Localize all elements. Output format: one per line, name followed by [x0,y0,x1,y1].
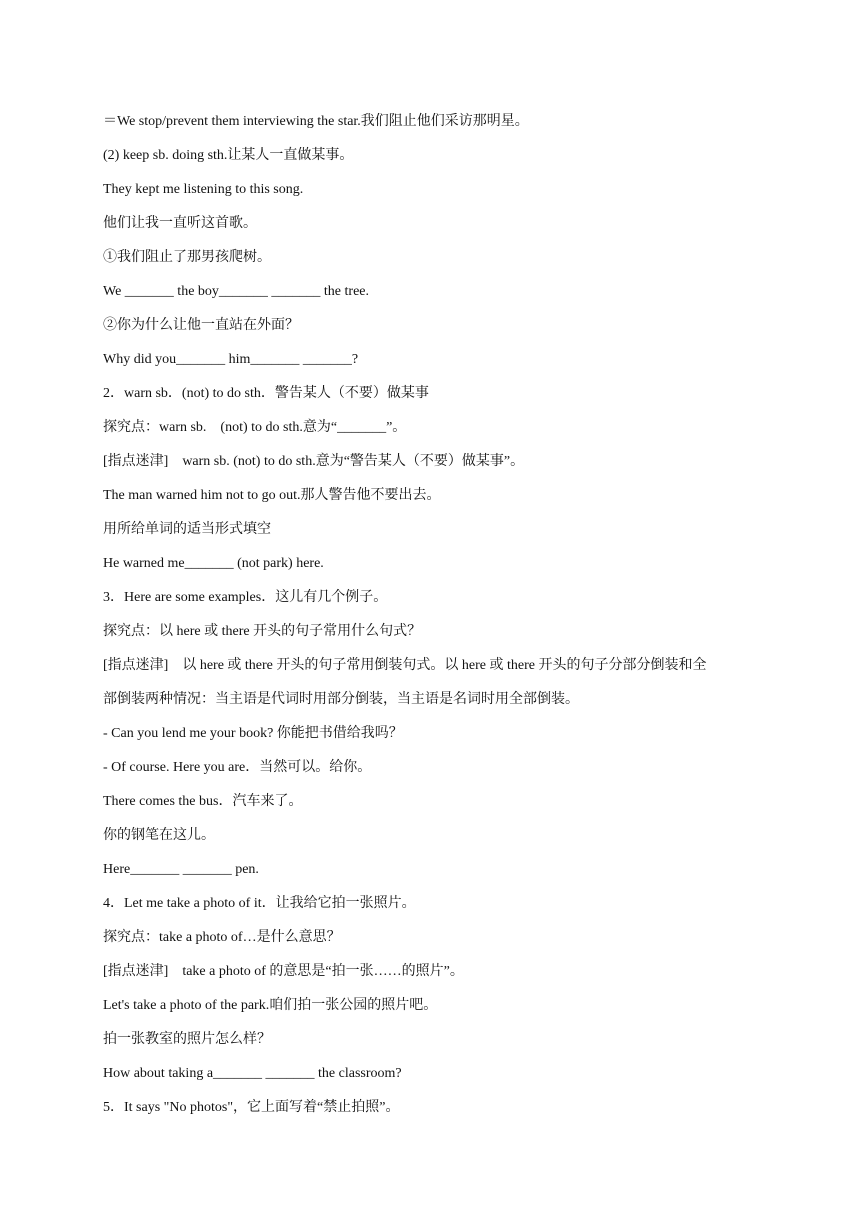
text-line: How about taking a_______ _______ the classroom? [103,1066,402,1081]
text-line: We _______ the boy_______ _______ the tree. [103,284,369,299]
text-line: He warned me_______ (not park) here. [103,556,324,571]
section-heading: 5．It says "No photos"，它上面写着“禁止拍照”。 [103,1100,400,1115]
text-line: [指点迷津] take a photo of 的意思是“拍一张……的照片”。 [103,964,464,979]
text-line: ①我们阻止了那男孩爬树。 [103,250,271,265]
text-line: Let's take a photo of the park.咱们拍一张公园的照片吧。 [103,998,438,1013]
text-line: 他们让我一直听这首歌。 [103,216,257,231]
section-heading: 4．Let me take a photo of it．让我给它拍一张照片。 [103,896,416,911]
text-line: ＝We stop/prevent them interviewing the star.我们阻止他们采访那明星。 [103,114,529,129]
text-line: The man warned him not to go out.那人警告他不要出去。 [103,488,441,503]
text-line: There comes the bus．汽车来了。 [103,794,303,809]
text-line: 探究点：take a photo of…是什么意思？ [103,930,341,945]
text-line: 探究点：以 here 或 there 开头的句子常用什么句式？ [103,624,422,639]
text-line: [指点迷津] 以 here 或 there 开头的句子常用倒装句式。以 here 或 there 开头的句子分部分倒装和全 [103,658,707,673]
section-heading: 2．warn sb．(not) to do sth．警告某人（不要）做某事 [103,386,429,401]
text-line: 拍一张教室的照片怎么样？ [103,1032,271,1047]
text-line: (2) keep sb. doing sth.让某人一直做某事。 [103,148,354,163]
text-line: - Can you lend me your book? 你能把书借给我吗？ [103,726,403,741]
text-line: Why did you_______ him_______ _______? [103,352,359,367]
text-line: 探究点：warn sb. (not) to do sth.意为“_______”。 [103,420,407,435]
text-line: 部倒装两种情况：当主语是代词时用部分倒装，当主语是名词时用全部倒装。 [103,692,579,707]
text-line: Here_______ _______ pen. [103,862,259,877]
text-line: They kept me listening to this song. [103,182,304,197]
text-line: 用所给单词的适当形式填空 [103,522,271,537]
text-line: - Of course. Here you are．当然可以。给你。 [103,760,372,775]
text-line: 你的钢笔在这儿。 [103,828,215,843]
text-line: [指点迷津] warn sb. (not) to do sth.意为“警告某人（不要）做某事”。 [103,454,525,469]
text-line: ②你为什么让他一直站在外面？ [103,318,299,333]
section-heading: 3．Here are some examples．这儿有几个例子。 [103,590,388,605]
